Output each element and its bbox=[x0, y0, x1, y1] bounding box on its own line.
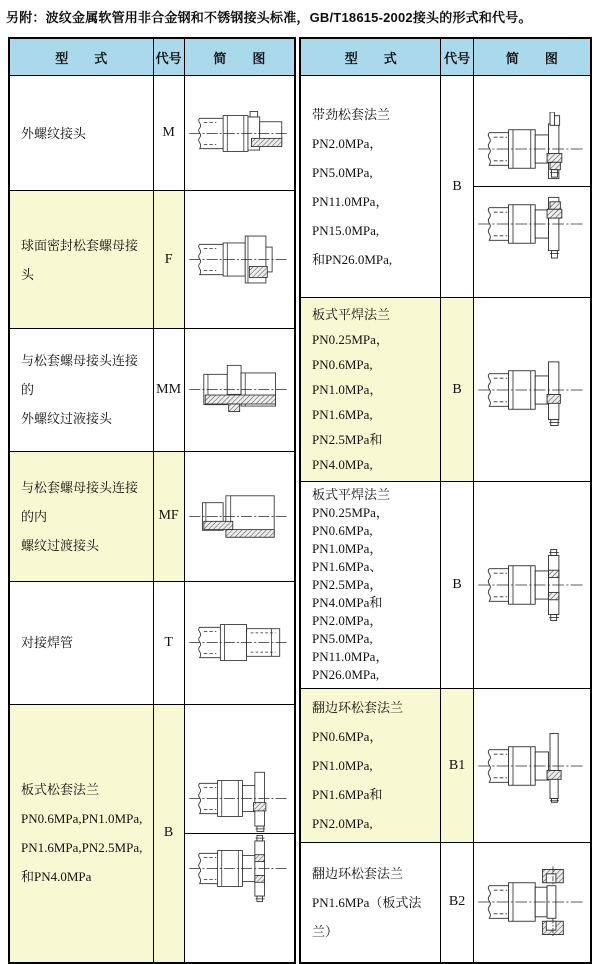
fitting-code-cell: B1 bbox=[441, 689, 473, 843]
table-row bbox=[300, 76, 591, 298]
fitting-type-cell: 外螺纹接头 bbox=[9, 76, 153, 191]
header-diagram: 简 图 bbox=[184, 38, 295, 76]
fitting-type-cell: 带劲松套法兰 PN2.0MPa， PN5.0MPa, PN11.0MPa， PN15.0MPa, 和PN26.0MPa, bbox=[300, 76, 441, 298]
fitting-table-right bbox=[299, 37, 592, 964]
fitting-code-cell: M bbox=[153, 76, 184, 191]
table-row bbox=[9, 329, 295, 452]
diagram-pane bbox=[185, 833, 294, 903]
fitting-code-cell: F bbox=[153, 191, 184, 329]
diagram-flange-bolt-down bbox=[187, 764, 291, 833]
header-type: 型 式 bbox=[300, 38, 441, 76]
diagram-hose-swivel-nut bbox=[187, 225, 291, 294]
diagram-flange-bolt-up-long bbox=[476, 112, 587, 186]
fitting-diagram-cell bbox=[184, 191, 295, 329]
diagram-pane bbox=[474, 353, 590, 427]
fitting-code-cell: MF bbox=[153, 451, 184, 581]
fitting-table-left bbox=[8, 37, 296, 964]
table-row bbox=[300, 298, 591, 482]
diagram-pane bbox=[474, 548, 590, 622]
diagram-pane bbox=[474, 186, 590, 261]
diagram-male-male-adapter bbox=[187, 355, 291, 424]
fitting-diagram-cell bbox=[184, 704, 295, 962]
table-row bbox=[9, 451, 295, 581]
fitting-code-cell: B2 bbox=[441, 843, 473, 963]
diagram-hose-hex-nut-male-thread bbox=[187, 99, 291, 168]
diagram-flange-bolt-down bbox=[476, 353, 587, 427]
diagram-flange-bolt-both bbox=[476, 548, 587, 622]
diagram-pane bbox=[185, 764, 294, 833]
diagram-pane bbox=[474, 865, 590, 939]
fitting-type-cell: 板式平焊法兰 PN0.25MPa， PN0.6MPa, PN1.0MPa， PN1.6MPa, PN2.5MPa和PN4.0MPa, bbox=[300, 298, 441, 482]
fitting-diagram-cell bbox=[473, 482, 591, 689]
table-row bbox=[300, 689, 591, 843]
table-row bbox=[300, 843, 591, 963]
fitting-type-cell: 板式平焊法兰 PN0.25MPa， PN0.6MPa, PN1.0MPa， PN1.6MPa、 PN2.5MPa， PN4.0MPa和 PN2.0MPa， PN5.0MPa, PN11.0MPa， PN26.0MPa, bbox=[300, 482, 441, 689]
fitting-type-cell: 对接焊管 bbox=[9, 582, 153, 705]
fitting-type-cell: 板式松套法兰 PN0.6MPa,PN1.0MPa, PN1.6MPa,PN2.5MPa, 和PN4.0MPa bbox=[9, 704, 153, 962]
header-type: 型 式 bbox=[9, 38, 153, 76]
fitting-diagram-cell bbox=[473, 843, 591, 963]
fitting-code-cell: B bbox=[441, 76, 473, 298]
fitting-code-cell: B bbox=[441, 298, 473, 482]
fitting-diagram-cell bbox=[184, 451, 295, 581]
fitting-type-cell: 翻边环松套法兰 PN1.6MPa（板式法兰） bbox=[300, 843, 441, 963]
fitting-type-cell: 与松套螺母接头连接的 外螺纹过液接头 bbox=[9, 329, 153, 452]
table-row bbox=[9, 582, 295, 705]
fitting-diagram-cell bbox=[473, 298, 591, 482]
table-row bbox=[9, 76, 295, 191]
diagram-male-female-adapter bbox=[187, 482, 291, 551]
diagram-pane bbox=[185, 225, 294, 294]
fitting-diagram-cell bbox=[184, 76, 295, 191]
page-title: 另附：波纹金属软管用非合金钢和不锈钢接头标准，GB/T18615-2002接头的形式和代号。 bbox=[6, 10, 532, 25]
table-row bbox=[300, 482, 591, 689]
diagram-pane bbox=[474, 729, 590, 803]
diagram-pane bbox=[185, 355, 294, 424]
fitting-diagram-cell bbox=[184, 329, 295, 452]
fitting-code-cell: B bbox=[153, 704, 184, 962]
header-diagram: 简 图 bbox=[473, 38, 591, 76]
diagram-pane bbox=[185, 482, 294, 551]
diagram-flange-tall-plate bbox=[476, 729, 587, 803]
header-code: 代号 bbox=[441, 38, 473, 76]
fitting-code-cell: B bbox=[441, 482, 473, 689]
diagram-pane bbox=[185, 99, 294, 168]
fitting-tables bbox=[8, 37, 592, 964]
fitting-type-cell: 球面密封松套螺母接头 bbox=[9, 191, 153, 329]
header-code: 代号 bbox=[153, 38, 184, 76]
fitting-diagram-cell bbox=[473, 76, 591, 298]
table-header-row bbox=[9, 38, 295, 76]
fitting-code-cell: T bbox=[153, 582, 184, 705]
diagram-pane bbox=[185, 608, 294, 677]
table-header-row bbox=[300, 38, 591, 76]
table-row bbox=[9, 191, 295, 329]
table-row bbox=[9, 704, 295, 962]
diagram-butt-weld-pipe bbox=[187, 608, 291, 677]
fitting-code-cell: MM bbox=[153, 329, 184, 452]
fitting-diagram-cell bbox=[473, 689, 591, 843]
fitting-type-cell: 与松套螺母接头连接的内 螺纹过渡接头 bbox=[9, 451, 153, 581]
fitting-diagram-cell bbox=[184, 582, 295, 705]
diagram-lap-ring-flange bbox=[476, 865, 587, 939]
diagram-flange-bolt-down-long bbox=[476, 187, 587, 261]
diagram-pane bbox=[474, 112, 590, 186]
fitting-type-cell: 翻边环松套法兰 PN0.6MPa， PN1.0MPa, PN1.6MPa和PN2.0MPa, bbox=[300, 689, 441, 843]
diagram-flange-bolt-both bbox=[187, 834, 291, 903]
